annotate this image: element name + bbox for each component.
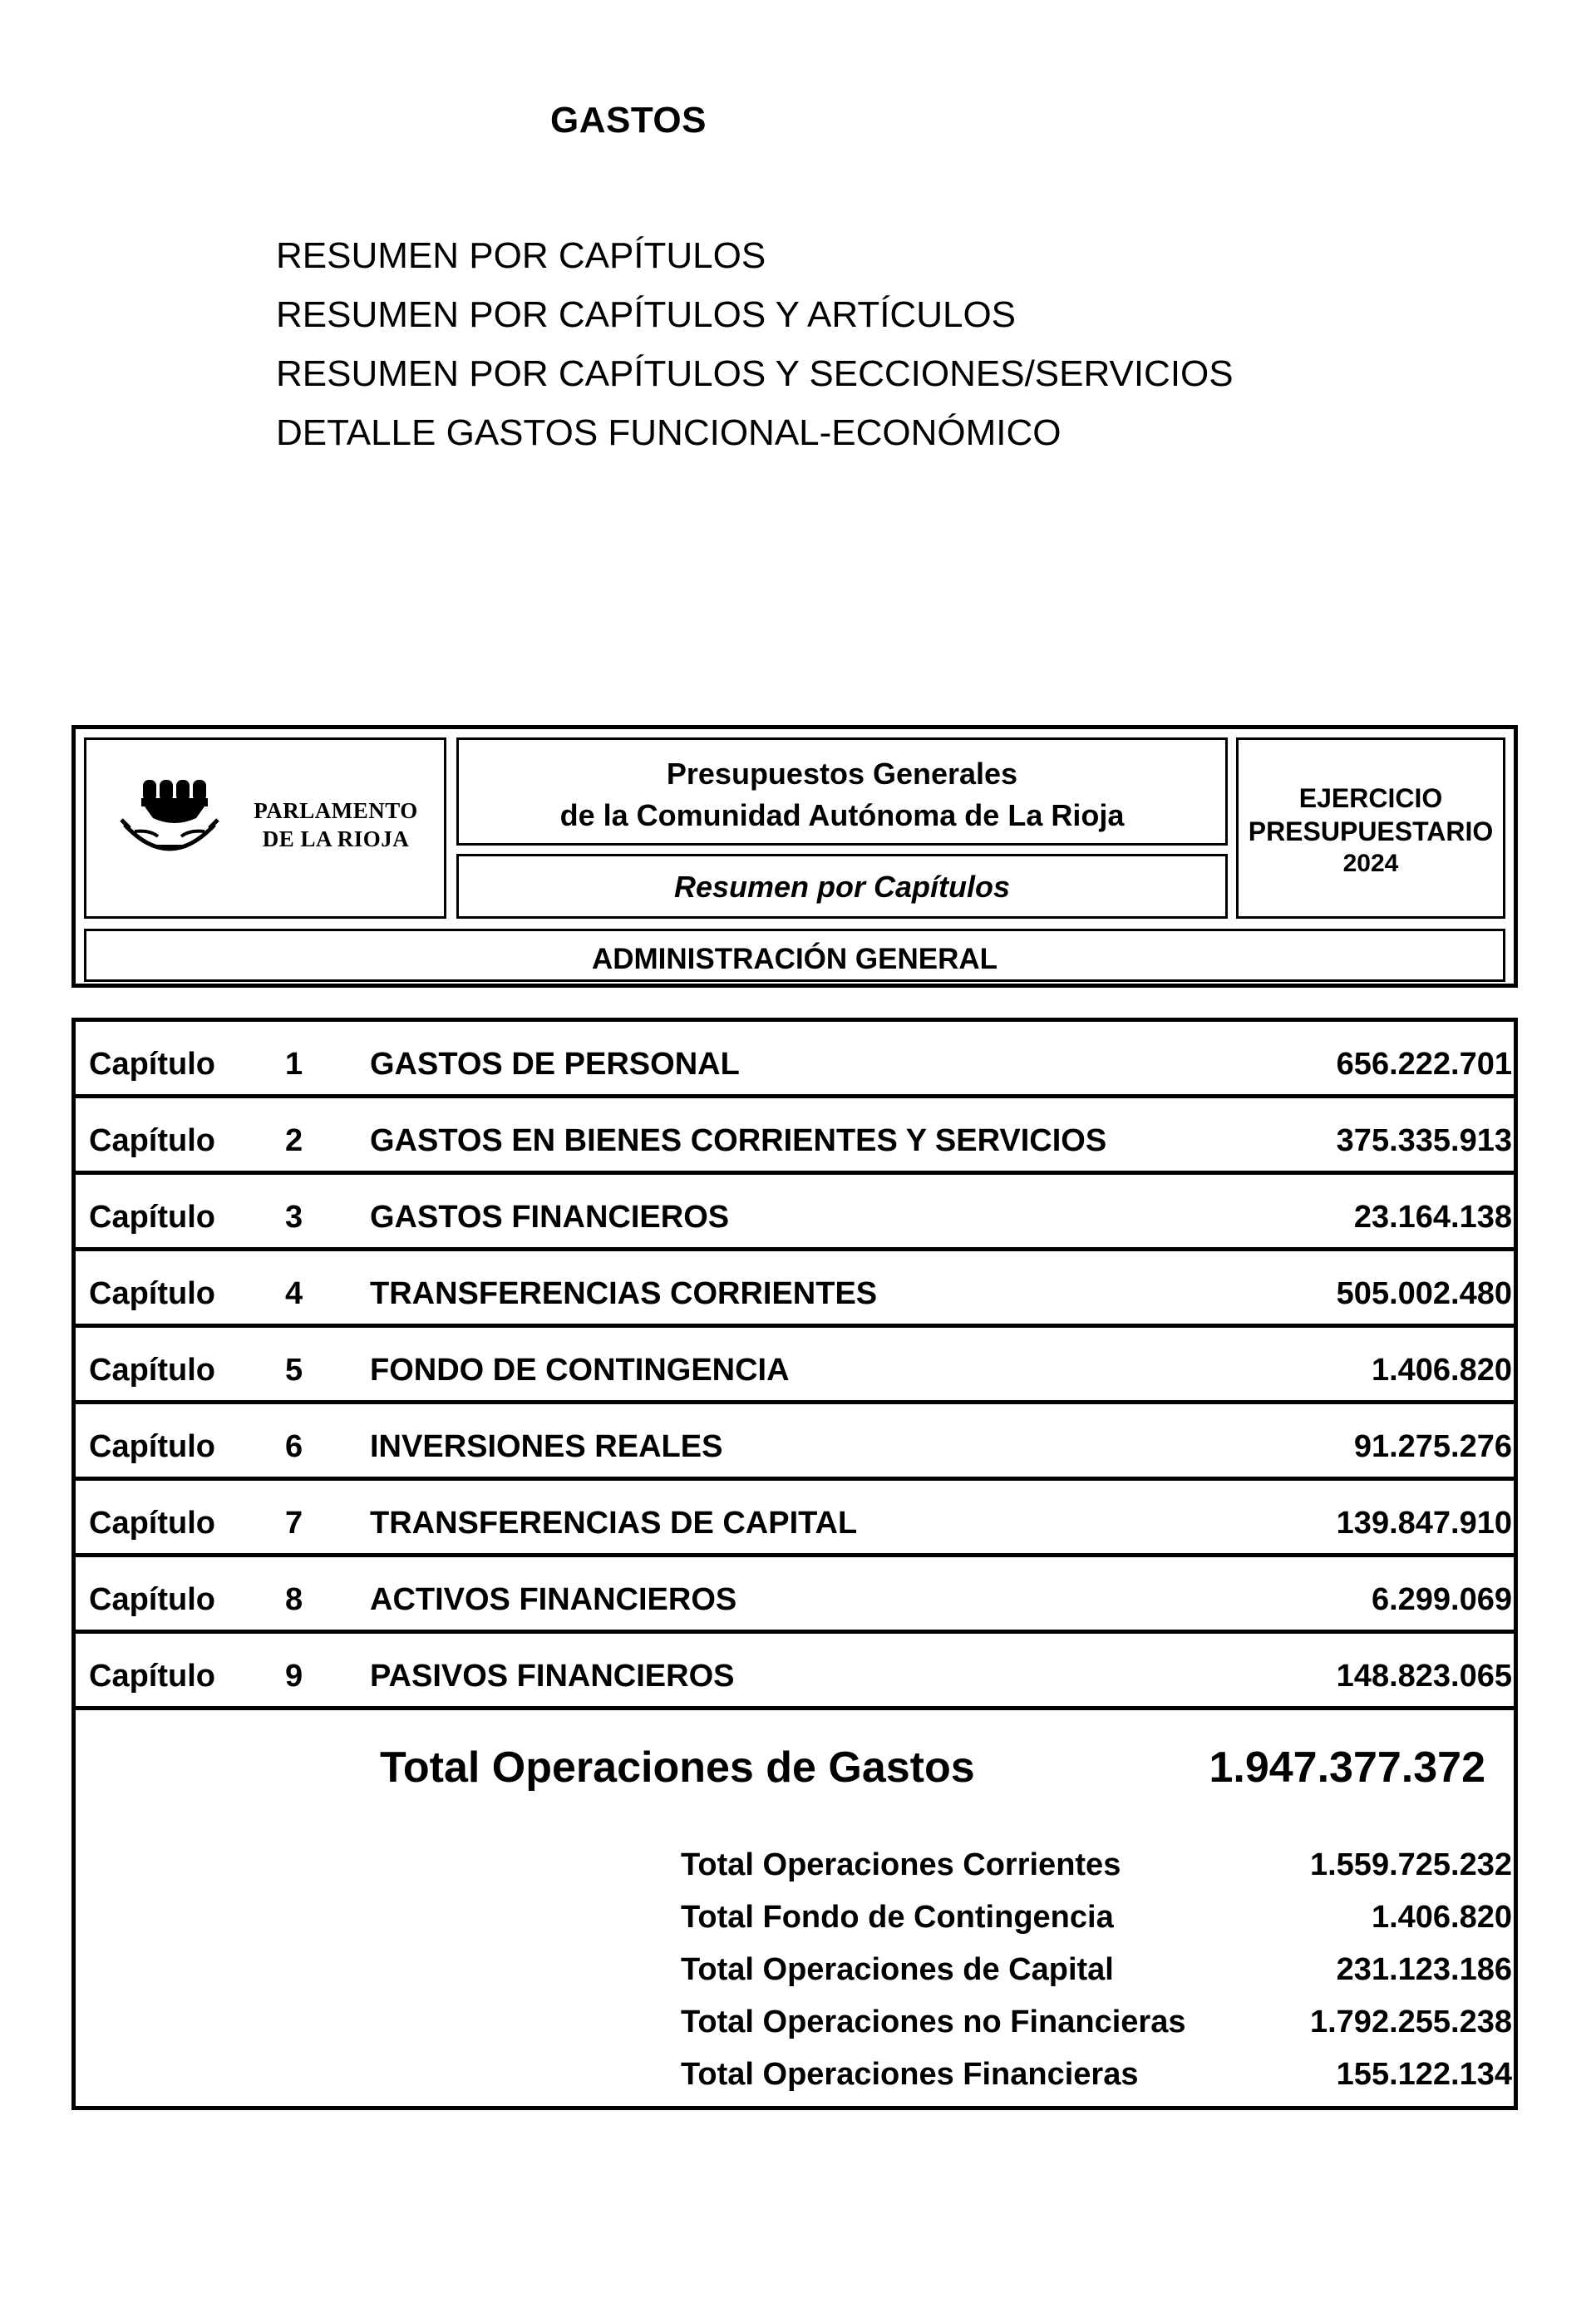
subtotal-label: Total Operaciones Financieras <box>681 2057 1139 2092</box>
logo-wordmark <box>228 796 444 853</box>
subtotal-row <box>76 1847 1514 1900</box>
subtotal-row <box>76 1900 1514 1952</box>
chapter-word: Capítulo <box>89 1506 215 1541</box>
subtotal-amount: 155.122.134 <box>1336 2057 1512 2092</box>
fiscal-year: 2024 <box>1342 850 1399 877</box>
toc-link-resumen-capitulos[interactable]: RESUMEN POR CAPÍTULOS <box>276 235 766 276</box>
chapter-word: Capítulo <box>89 1659 215 1694</box>
toc-link-resumen-capitulos-articulos[interactable]: RESUMEN POR CAPÍTULOS Y ARTÍCULOS <box>276 294 1017 335</box>
chapter-amount: 23.164.138 <box>1353 1200 1512 1235</box>
report-title-line-1: Presupuestos Generales <box>666 757 1018 791</box>
section-title: ADMINISTRACIÓN GENERAL <box>591 943 998 975</box>
subtotal-amount: 1.792.255.238 <box>1309 2005 1512 2039</box>
subtotal-row <box>76 2057 1514 2109</box>
chapter-word: Capítulo <box>89 1200 215 1235</box>
subtotal-label: Total Operaciones de Capital <box>681 1952 1114 1987</box>
chapter-name: TRANSFERENCIAS DE CAPITAL <box>370 1506 858 1541</box>
subtotal-label: Total Operaciones Corrientes <box>681 1847 1121 1882</box>
table-row <box>76 1098 1514 1175</box>
chapter-name: ACTIVOS FINANCIEROS <box>370 1582 737 1617</box>
chapter-name: TRANSFERENCIAS CORRIENTES <box>370 1276 878 1311</box>
chapter-number: 8 <box>285 1582 303 1617</box>
table-row <box>76 1328 1514 1404</box>
logo-box <box>84 737 446 919</box>
chapter-word: Capítulo <box>89 1276 215 1311</box>
report-subtitle: Resumen por Capítulos <box>673 870 1011 904</box>
subtitle-box <box>456 854 1228 919</box>
subtotal-row <box>76 2005 1514 2057</box>
table-row <box>76 1634 1514 1710</box>
year-label-2: PRESUPUESTARIO <box>1248 816 1494 846</box>
chapter-number: 6 <box>285 1429 303 1464</box>
parliament-logo-icon <box>120 780 219 863</box>
chapter-name: PASIVOS FINANCIEROS <box>370 1659 735 1694</box>
chapter-word: Capítulo <box>89 1047 215 1082</box>
table-row <box>76 1022 1514 1098</box>
grand-total-label: Total Operaciones de Gastos <box>380 1743 975 1792</box>
logo-line-2: DE LA RIOJA <box>262 826 410 851</box>
title-box <box>456 737 1228 846</box>
page-title: GASTOS <box>550 100 707 141</box>
subtotal-amount: 1.406.820 <box>1371 1900 1512 1935</box>
subtotal-amount: 1.559.725.232 <box>1309 1847 1512 1882</box>
subtotal-amount: 231.123.186 <box>1336 1952 1512 1987</box>
chapter-number: 5 <box>285 1353 303 1388</box>
year-label-1: EJERCICIO <box>1298 783 1443 813</box>
table-row <box>76 1251 1514 1328</box>
chapter-name: GASTOS DE PERSONAL <box>370 1047 740 1082</box>
chapter-amount: 375.335.913 <box>1336 1123 1512 1158</box>
chapter-number: 4 <box>285 1276 303 1311</box>
toc-link-resumen-capitulos-secciones[interactable]: RESUMEN POR CAPÍTULOS Y SECCIONES/SERVICIOS <box>276 353 1234 394</box>
table-row <box>76 1557 1514 1634</box>
chapter-word: Capítulo <box>89 1353 215 1388</box>
chapter-number: 7 <box>285 1506 303 1541</box>
subtotal-label: Total Operaciones no Financieras <box>681 2005 1186 2039</box>
chapter-name: INVERSIONES REALES <box>370 1429 723 1464</box>
table-of-contents <box>276 226 1234 462</box>
subtotal-row <box>76 1952 1514 2005</box>
chapter-name: GASTOS FINANCIEROS <box>370 1200 730 1235</box>
chapter-word: Capítulo <box>89 1582 215 1617</box>
chapter-name: FONDO DE CONTINGENCIA <box>370 1353 790 1388</box>
chapter-amount: 91.275.276 <box>1353 1429 1512 1464</box>
report-header <box>71 725 1518 988</box>
chapter-table <box>71 1018 1518 2110</box>
chapter-number: 9 <box>285 1659 303 1694</box>
chapter-amount: 139.847.910 <box>1336 1506 1512 1541</box>
table-row <box>76 1404 1514 1481</box>
chapter-number: 2 <box>285 1123 303 1158</box>
chapter-amount: 148.823.065 <box>1336 1659 1512 1694</box>
report-title-line-2: de la Comunidad Autónoma de La Rioja <box>559 798 1125 832</box>
chapter-amount: 6.299.069 <box>1371 1582 1512 1617</box>
toc-link-detalle-funcional-economico[interactable]: DETALLE GASTOS FUNCIONAL-ECONÓMICO <box>276 412 1062 453</box>
chapter-amount: 656.222.701 <box>1336 1047 1512 1082</box>
chapter-word: Capítulo <box>89 1123 215 1158</box>
logo-line-1: PARLAMENTO <box>254 798 418 823</box>
chapter-word: Capítulo <box>89 1429 215 1464</box>
chapter-amount: 1.406.820 <box>1371 1353 1512 1388</box>
table-row <box>76 1481 1514 1557</box>
chapter-amount: 505.002.480 <box>1336 1276 1512 1311</box>
chapter-name: GASTOS EN BIENES CORRIENTES Y SERVICIOS <box>370 1123 1107 1158</box>
chapter-number: 3 <box>285 1200 303 1235</box>
section-box <box>84 929 1505 982</box>
subtotal-label: Total Fondo de Contingencia <box>681 1900 1114 1935</box>
grand-total-amount: 1.947.377.372 <box>1209 1743 1485 1792</box>
fiscal-year-box <box>1236 737 1505 919</box>
chapter-number: 1 <box>285 1047 303 1082</box>
table-row <box>76 1175 1514 1251</box>
